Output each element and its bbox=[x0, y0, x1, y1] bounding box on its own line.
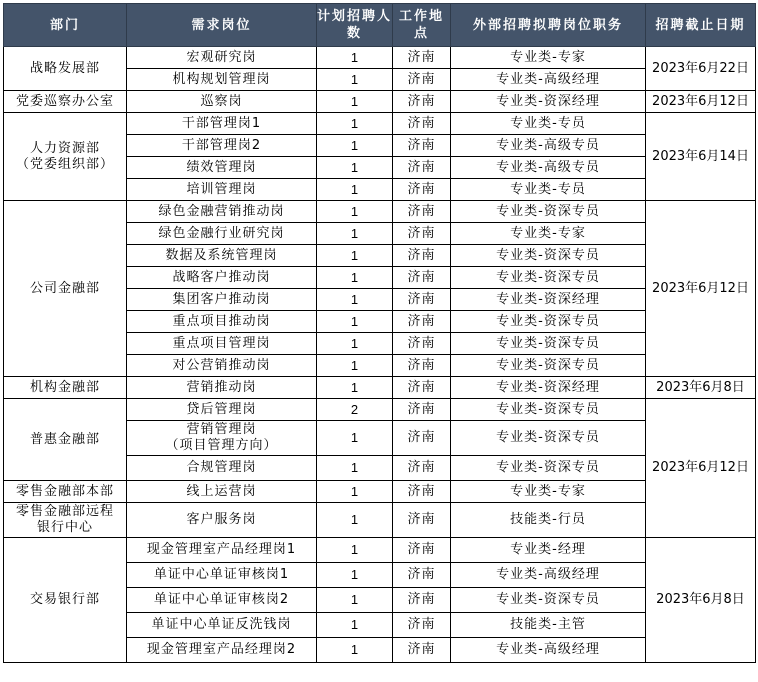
cell-deadline: 2023年6月14日 bbox=[646, 113, 756, 201]
cell-work-location: 济南 bbox=[393, 311, 451, 333]
cell-work-location: 济南 bbox=[393, 503, 451, 538]
cell-position: 战略客户推动岗 bbox=[127, 267, 317, 289]
cell-external-title: 专业类-高级经理 bbox=[451, 563, 646, 588]
cell-position: 单证中心单证审核岗2 bbox=[127, 588, 317, 613]
cell-external-title: 专业类-高级经理 bbox=[451, 69, 646, 91]
cell-planned-count: 1 bbox=[317, 563, 393, 588]
table-row bbox=[4, 47, 756, 69]
cell-work-location: 济南 bbox=[393, 563, 451, 588]
cell-work-location: 济南 bbox=[393, 113, 451, 135]
cell-external-title: 专业类-专家 bbox=[451, 223, 646, 245]
cell-position: 单证中心单证反洗钱岗 bbox=[127, 613, 317, 638]
cell-external-title: 专业类-专员 bbox=[451, 113, 646, 135]
cell-deadline: 2023年6月12日 bbox=[646, 399, 756, 538]
recruitment-table bbox=[3, 3, 756, 663]
cell-external-title: 专业类-高级专员 bbox=[451, 157, 646, 179]
cell-department: 党委巡察办公室 bbox=[4, 91, 127, 113]
cell-deadline: 2023年6月12日 bbox=[646, 201, 756, 377]
cell-external-title: 专业类-专员 bbox=[451, 179, 646, 201]
cell-position: 贷后管理岗 bbox=[127, 399, 317, 421]
cell-planned-count: 1 bbox=[317, 113, 393, 135]
cell-position: 集团客户推动岗 bbox=[127, 289, 317, 311]
cell-work-location: 济南 bbox=[393, 638, 451, 663]
cell-planned-count: 1 bbox=[317, 289, 393, 311]
cell-position: 机构规划管理岗 bbox=[127, 69, 317, 91]
cell-work-location: 济南 bbox=[393, 377, 451, 399]
cell-planned-count: 1 bbox=[317, 538, 393, 563]
cell-department: 战略发展部 bbox=[4, 47, 127, 91]
cell-planned-count: 1 bbox=[317, 503, 393, 538]
cell-external-title: 专业类-资深经理 bbox=[451, 91, 646, 113]
cell-position: 现金管理室产品经理岗1 bbox=[127, 538, 317, 563]
table-body bbox=[4, 47, 756, 663]
cell-department: 普惠金融部 bbox=[4, 399, 127, 481]
cell-position: 合规管理岗 bbox=[127, 456, 317, 481]
cell-planned-count: 1 bbox=[317, 201, 393, 223]
table-row bbox=[4, 503, 756, 538]
cell-position: 重点项目管理岗 bbox=[127, 333, 317, 355]
cell-position: 巡察岗 bbox=[127, 91, 317, 113]
header-department: 部门 bbox=[4, 4, 127, 47]
cell-work-location: 济南 bbox=[393, 245, 451, 267]
header-external-title: 外部招聘拟聘岗位职务 bbox=[451, 4, 646, 47]
cell-planned-count: 1 bbox=[317, 333, 393, 355]
cell-external-title: 专业类-资深经理 bbox=[451, 289, 646, 311]
cell-planned-count: 1 bbox=[317, 588, 393, 613]
cell-external-title: 专业类-资深专员 bbox=[451, 267, 646, 289]
cell-planned-count: 1 bbox=[317, 157, 393, 179]
cell-work-location: 济南 bbox=[393, 421, 451, 456]
cell-external-title: 专业类-资深专员 bbox=[451, 333, 646, 355]
cell-external-title: 专业类-高级专员 bbox=[451, 135, 646, 157]
cell-external-title: 专业类-高级经理 bbox=[451, 638, 646, 663]
cell-work-location: 济南 bbox=[393, 481, 451, 503]
cell-work-location: 济南 bbox=[393, 538, 451, 563]
table-row bbox=[4, 377, 756, 399]
header-row bbox=[4, 4, 756, 47]
cell-position: 干部管理岗1 bbox=[127, 113, 317, 135]
cell-external-title: 专业类-专家 bbox=[451, 481, 646, 503]
cell-planned-count: 1 bbox=[317, 377, 393, 399]
cell-external-title: 技能类-行员 bbox=[451, 503, 646, 538]
cell-external-title: 专业类-资深专员 bbox=[451, 399, 646, 421]
cell-department: 机构金融部 bbox=[4, 377, 127, 399]
cell-external-title: 专业类-资深专员 bbox=[451, 421, 646, 456]
table-row bbox=[4, 113, 756, 135]
cell-planned-count: 1 bbox=[317, 69, 393, 91]
cell-deadline: 2023年6月22日 bbox=[646, 47, 756, 91]
cell-work-location: 济南 bbox=[393, 179, 451, 201]
cell-deadline: 2023年6月8日 bbox=[646, 377, 756, 399]
table-row bbox=[4, 399, 756, 421]
cell-deadline: 2023年6月12日 bbox=[646, 91, 756, 113]
cell-work-location: 济南 bbox=[393, 135, 451, 157]
cell-position: 数据及系统管理岗 bbox=[127, 245, 317, 267]
cell-planned-count: 1 bbox=[317, 311, 393, 333]
cell-planned-count: 1 bbox=[317, 47, 393, 69]
cell-work-location: 济南 bbox=[393, 613, 451, 638]
cell-external-title: 专业类-资深专员 bbox=[451, 245, 646, 267]
cell-position: 重点项目推动岗 bbox=[127, 311, 317, 333]
cell-position: 客户服务岗 bbox=[127, 503, 317, 538]
cell-position: 绿色金融行业研究岗 bbox=[127, 223, 317, 245]
cell-planned-count: 1 bbox=[317, 179, 393, 201]
cell-department: 零售金融部远程 银行中心 bbox=[4, 503, 127, 538]
cell-department: 交易银行部 bbox=[4, 538, 127, 663]
cell-department: 零售金融部本部 bbox=[4, 481, 127, 503]
table-row bbox=[4, 201, 756, 223]
cell-work-location: 济南 bbox=[393, 267, 451, 289]
cell-position: 现金管理室产品经理岗2 bbox=[127, 638, 317, 663]
cell-external-title: 技能类-主管 bbox=[451, 613, 646, 638]
cell-external-title: 专业类-专家 bbox=[451, 47, 646, 69]
cell-planned-count: 1 bbox=[317, 267, 393, 289]
cell-planned-count: 1 bbox=[317, 613, 393, 638]
cell-planned-count: 1 bbox=[317, 481, 393, 503]
header-deadline: 招聘截止日期 bbox=[646, 4, 756, 47]
cell-work-location: 济南 bbox=[393, 333, 451, 355]
cell-external-title: 专业类-经理 bbox=[451, 538, 646, 563]
cell-position: 单证中心单证审核岗1 bbox=[127, 563, 317, 588]
cell-work-location: 济南 bbox=[393, 456, 451, 481]
table-row bbox=[4, 91, 756, 113]
cell-work-location: 济南 bbox=[393, 157, 451, 179]
cell-department: 公司金融部 bbox=[4, 201, 127, 377]
cell-position: 干部管理岗2 bbox=[127, 135, 317, 157]
table-row bbox=[4, 538, 756, 563]
cell-external-title: 专业类-资深专员 bbox=[451, 355, 646, 377]
cell-planned-count: 1 bbox=[317, 245, 393, 267]
cell-planned-count: 1 bbox=[317, 91, 393, 113]
header-position: 需求岗位 bbox=[127, 4, 317, 47]
table-header bbox=[4, 4, 756, 47]
cell-work-location: 济南 bbox=[393, 355, 451, 377]
cell-deadline: 2023年6月8日 bbox=[646, 538, 756, 663]
cell-external-title: 专业类-资深专员 bbox=[451, 588, 646, 613]
cell-work-location: 济南 bbox=[393, 47, 451, 69]
cell-planned-count: 1 bbox=[317, 456, 393, 481]
cell-position: 宏观研究岗 bbox=[127, 47, 317, 69]
cell-planned-count: 1 bbox=[317, 638, 393, 663]
cell-external-title: 专业类-资深专员 bbox=[451, 456, 646, 481]
cell-planned-count: 1 bbox=[317, 135, 393, 157]
cell-position: 绩效管理岗 bbox=[127, 157, 317, 179]
cell-work-location: 济南 bbox=[393, 223, 451, 245]
cell-work-location: 济南 bbox=[393, 201, 451, 223]
cell-work-location: 济南 bbox=[393, 69, 451, 91]
cell-position: 绿色金融营销推动岗 bbox=[127, 201, 317, 223]
cell-planned-count: 1 bbox=[317, 421, 393, 456]
header-planned-count: 计划招聘人数 bbox=[317, 4, 393, 47]
cell-department: 人力资源部 （党委组织部） bbox=[4, 113, 127, 201]
cell-planned-count: 1 bbox=[317, 223, 393, 245]
cell-planned-count: 1 bbox=[317, 355, 393, 377]
cell-work-location: 济南 bbox=[393, 399, 451, 421]
cell-position: 对公营销推动岗 bbox=[127, 355, 317, 377]
cell-position: 线上运营岗 bbox=[127, 481, 317, 503]
cell-position: 营销推动岗 bbox=[127, 377, 317, 399]
cell-work-location: 济南 bbox=[393, 588, 451, 613]
cell-position: 营销管理岗 （项目管理方向） bbox=[127, 421, 317, 456]
cell-work-location: 济南 bbox=[393, 91, 451, 113]
header-work-location: 工作地点 bbox=[393, 4, 451, 47]
cell-external-title: 专业类-资深专员 bbox=[451, 201, 646, 223]
table-row bbox=[4, 481, 756, 503]
cell-position: 培训管理岗 bbox=[127, 179, 317, 201]
cell-work-location: 济南 bbox=[393, 289, 451, 311]
cell-external-title: 专业类-资深经理 bbox=[451, 377, 646, 399]
cell-external-title: 专业类-资深专员 bbox=[451, 311, 646, 333]
cell-planned-count: 2 bbox=[317, 399, 393, 421]
